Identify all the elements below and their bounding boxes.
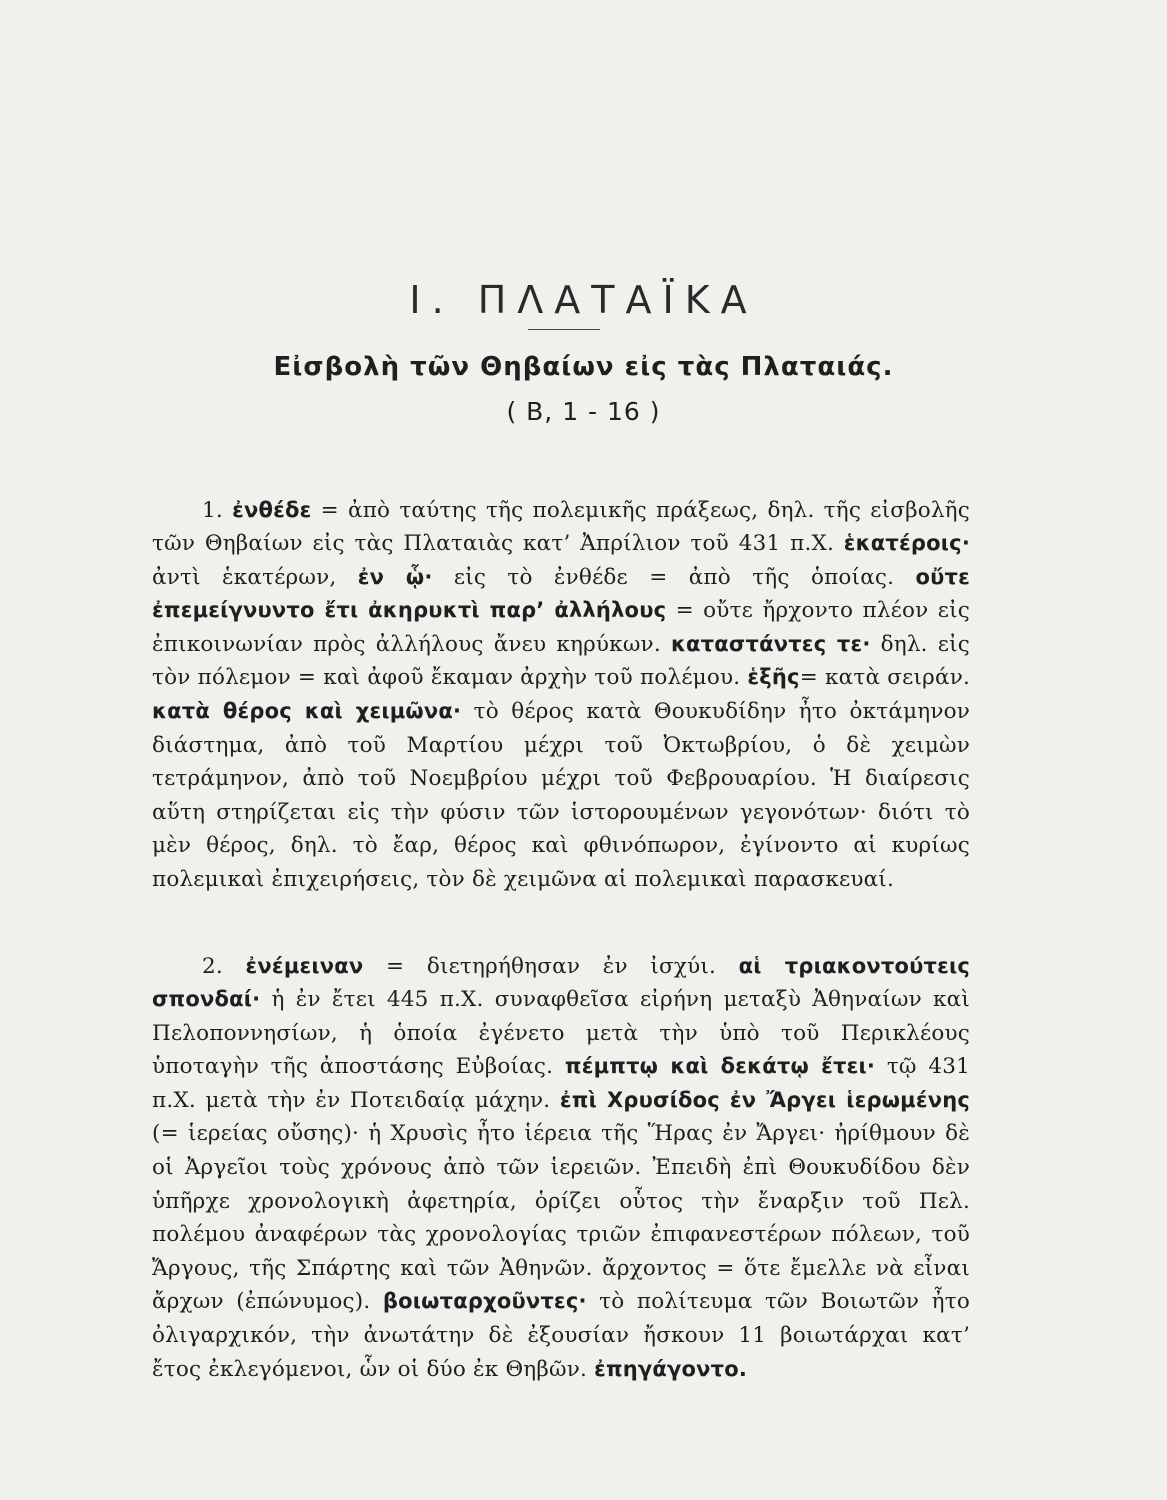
passage-range: ( Β, 1 - 16 )	[506, 397, 661, 426]
commentary-paragraph-2: 2. ἐνέμειναν = διετηρήθησαν ἐν ἰσχύι. αἱ τριακοντούτεις σπονδαί· ἡ ἐν ἔτει 445 π.Χ. συναφθεῖσα εἰρήνη μεταξὺ Ἀθηναίων καὶ Πελοποννησίων, ἡ ὁποία ἐγένετο μετὰ τὴν ὑπὸ τοῦ Περικλέους ὑποταγὴν τῆς ἀποστάσης Εὐβοίας. πέμπτῳ καὶ δεκάτῳ ἔτει· τῷ 431 π.Χ. μετὰ τὴν ἐν Ποτειδαίᾳ μάχην. ἐπὶ Χρυσίδος ἐν Ἄργει ἱερωμένης (= ἱερείας οὔσης)· ἡ Χρυσὶς ἦτο ἱέρεια τῆς Ἥρας ἐν Ἄργει· ἠρίθμουν δὲ οἱ Ἀργεῖοι τοὺς χρόνους ἀπὸ τῶν ἱερειῶν. Ἐπειδὴ ἐπὶ Θουκυδίδου δὲν ὑπῆρχε χρονολογικὴ ἀφετηρία, ὁρίζει οὗτος τὴν ἔναρξιν τοῦ Πελ. πολέμου ἀναφέρων τὰς χρονολογίας τριῶν ἐπιφανεστέρων πόλεων, τοῦ Ἄργους, τῆς Σπάρτης καὶ τῶν Ἀθηνῶν. ἄρχοντος = ὅτε ἔμελλε νὰ εἶναι ἄρχων (ἐπώνυμος). βοιωταρχοῦντες· τὸ πολίτευμα τῶν Βοιωτῶν ἦτο ὀλιγαρχικόν, τὴν ἀνωτάτην δὲ ἐξουσίαν ἤσκουν 11 βοιωτάρχαι κατ’ ἔτος ἐκλεγόμενοι, ὧν οἱ δύο ἐκ Θηβῶν. ἐπηγάγοντο.	[152, 953, 971, 1382]
title-underline	[528, 329, 600, 330]
chapter-subtitle: Εἰσβολὴ τῶν Θηβαίων εἰς τὰς Πλαταιάς.	[273, 352, 894, 382]
commentary-paragraph-1: 1. ἐνθέδε = ἀπὸ ταύτης τῆς πολεμικῆς πράξεως, δηλ. τῆς εἰσβολῆς τῶν Θηβαίων εἰς τὰς Πλαταιὰς κατ’ Ἀπρίλιον τοῦ 431 π.Χ. ἑκατέροις· ἀντὶ ἑκατέρων, ἐν ᾧ· εἰς τὸ ἐνθέδε = ἀπὸ τῆς ὁποίας. οὔτε ἐπεμείγνυντο ἔτι ἀκηρυκτὶ παρ’ ἀλλήλους = οὔτε ἤρχοντο πλέον εἰς ἐπικοινωνίαν πρὸς ἀλλήλους ἄνευ κηρύκων. καταστάντες τε· δηλ. εἰς τὸν πόλεμον = καὶ ἀφοῦ ἔκαμαν ἀρχὴν τοῦ πολέμου. ἑξῆς= κατὰ σειράν. κατὰ θέρος καὶ χειμῶνα· τὸ θέρος κατὰ Θουκυδίδην ἦτο ὀκτάμηνον διάστημα, ἀπὸ τοῦ Μαρτίου μέχρι τοῦ Ὀκτωβρίου, ὁ δὲ χειμὼν τετράμηνον, ἀπὸ τοῦ Νοεμβρίου μέχρι τοῦ Φεβρουαρίου. Ἡ διαίρεσις αὕτη στηρίζεται εἰς τὴν φύσιν τῶν ἱστορουμένων γεγονότων· διότι τὸ μὲν θέρος, δηλ. τὸ ἔαρ, θέρος καὶ φθινόπωρον, ἐγίνοντο αἱ κυρίως πολεμικαὶ ἐπιχειρήσεις, τὸν δὲ χειμῶνα αἱ πολεμικαὶ παρασκευαί.	[152, 497, 971, 893]
chapter-title: Ι. ΠΛΑΤΑΪΚΑ	[409, 278, 758, 322]
